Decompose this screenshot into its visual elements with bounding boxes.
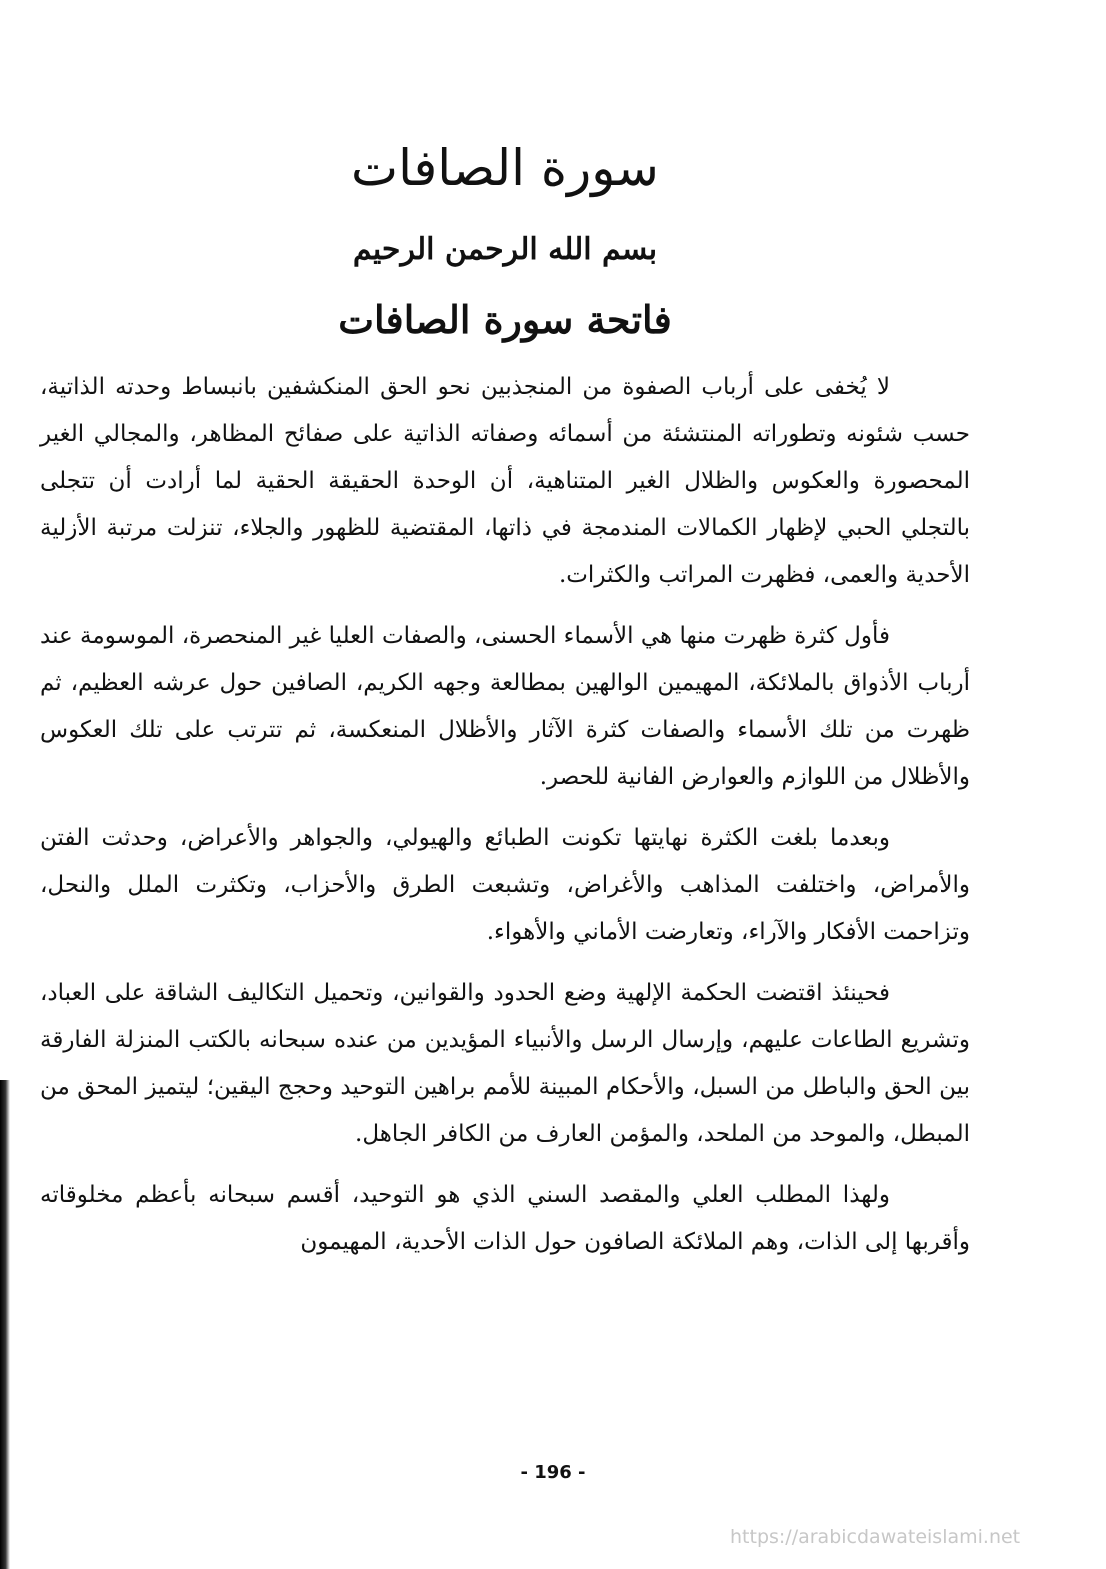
basmala: بسم الله الرحمن الرحيم [352,232,658,267]
paragraph-3: وبعدما بلغت الكثرة نهايتها تكونت الطبائع والهيولي، والجواهر والأعراض، وحدثت الفتن والأمراض، واختلفت المذاهب والأغراض، وتشبعت الطرق والأحزاب، وتكثرت الملل والنحل، وتزاحمت الأفكار والآراء، وتعارضت الأماني والأهواء. [40,825,970,945]
scan-edge-shadow [0,1080,10,1569]
page-content [40,100,970,1280]
page-number: - 196 - [520,1462,586,1483]
paragraph-4: فحينئذ اقتضت الحكمة الإلهية وضع الحدود والقوانين، وتحميل التكاليف الشاقة على العباد، وتشريع الطاعات عليهم، وإرسال الرسل والأنبياء المؤيدين من عنده سبحانه بالكتب المنزلة الفارقة بين الحق والباطل من السبل، والأحكام المبينة للأمم براهين التوحيد وحجج اليقين؛ ليتميز المحق من المبطل، والموحد من الملحد، والمؤمن العارف من الكافر الجاهل. [40,980,970,1147]
watermark-url: https://arabicdawateislami.net [730,1526,1021,1548]
section-title: فاتحة سورة الصافات [338,297,672,342]
paragraph-1: لا يُخفى على أرباب الصفوة من المنجذبين نحو الحق المنكشفين بانبساط وحدته الذاتية، حسب شئونه وتطوراته المنتشئة من أسمائه وصفاته الذاتية على صفائح المظاهر، والمجالي الغير المحصورة والعكوس والظلال الغير المتناهية، أن الوحدة الحقيقة الحقية لما أرادت أن تتجلى بالتجلي الحبي لإظهار الكمالات المندمجة في ذاتها، المقتضية للظهور والجلاء، تنزلت مرتبة الأزلية الأحدية والعمى، فظهرت المراتب والكثرات. [40,374,970,588]
surah-title: سورة الصافات [351,139,659,197]
paragraph-5: ولهذا المطلب العلي والمقصد السني الذي هو التوحيد، أقسم سبحانه بأعظم مخلوقاته وأقربها إلى الذات، وهم الملائكة الصافون حول الذات الأحدية، المهيمون [40,1182,970,1255]
paragraph-2: فأول كثرة ظهرت منها هي الأسماء الحسنى، والصفات العليا غير المنحصرة، الموسومة عند أرباب الأذواق بالملائكة، المهيمين الوالهين بمطالعة وجهه الكريم، الصافين حول عرشه العظيم، ثم ظهرت من تلك الأسماء والصفات كثرة الآثار والأظلال المنعكسة، ثم تترتب على تلك العكوس والأظلال من اللوازم والعوارض الفانية للحصر. [40,623,970,790]
